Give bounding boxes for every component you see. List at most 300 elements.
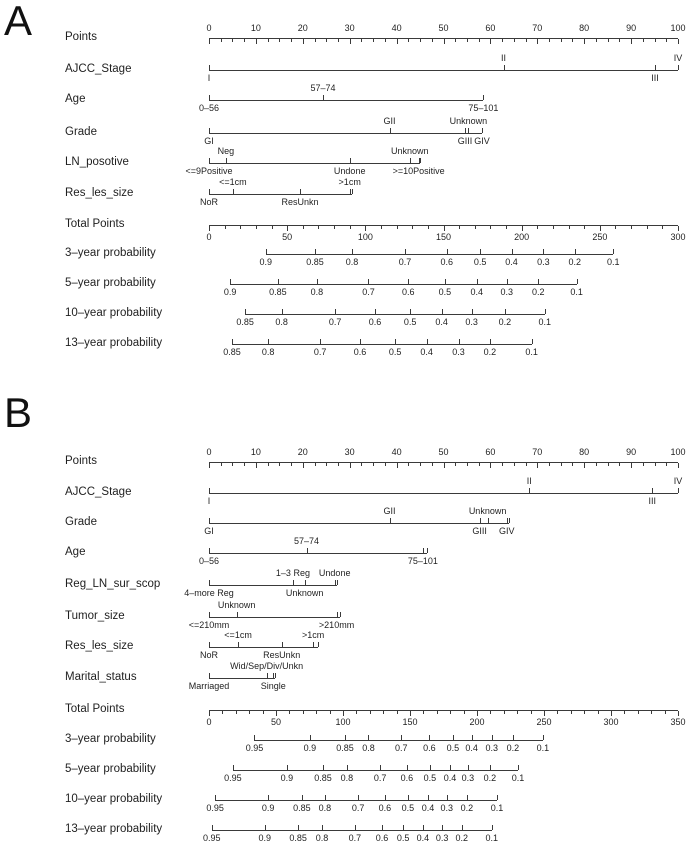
scale-end-tick-a-res-les-size (352, 189, 353, 194)
tick-label-b-reg-ln-sur-scop-undone: Undone (318, 568, 351, 578)
axis-minor-tick-b-points (420, 463, 421, 466)
tick-label-a-res-les-size-resunkn: ResUnkn (281, 197, 319, 207)
axis-minor-tick-b-total-points (651, 711, 652, 714)
axis-minor-tick-b-points (373, 463, 374, 466)
scale-tick-b-5-year-probability-0-3 (468, 765, 469, 770)
axis-minor-tick-a-total-points (459, 226, 460, 229)
scale-tick-a-10-year-probability-0-5 (410, 309, 411, 314)
axis-minor-tick-a-points (279, 39, 280, 42)
scale-tick-a-res-les-size-nor (209, 189, 210, 194)
scale-line-a-10-year-probability (245, 314, 545, 315)
row-label-b-reg-ln-sur-scop: Reg_LN_sur_scop (65, 578, 161, 590)
scale-tick-a-13-year-probability-0-1 (532, 339, 533, 344)
tick-label-a-10-year-probability-0-3: 0.3 (465, 317, 478, 327)
axis-major-tick-b-points (397, 463, 398, 468)
axis-minor-tick-a-points (432, 39, 433, 42)
scale-tick-a-ln-posotive-unknown (410, 158, 411, 163)
scale-tick-a-10-year-probability-0-3 (472, 309, 473, 314)
scale-tick-a-3-year-probability-0-5 (480, 249, 481, 254)
axis-tick-label-a-points: 20 (297, 23, 308, 33)
scale-tick-b-13-year-probability-0-3 (442, 825, 443, 830)
scale-tick-a-13-year-probability-0-2 (490, 339, 491, 344)
tick-label-a-13-year-probability-0-85: 0.85 (223, 347, 241, 357)
tick-label-a-ln-posotive-neg: Neg (217, 146, 235, 156)
tick-label-a-ajcc-stage-i: I (207, 73, 211, 83)
scale-tick-b-13-year-probability-0-8 (322, 825, 323, 830)
scale-tick-b-age-75-101 (423, 548, 424, 553)
axis-major-tick-a-total-points (522, 226, 523, 231)
axis-major-tick-b-total-points (544, 711, 545, 716)
scale-tick-a-ln-posotive-undone (350, 158, 351, 163)
tick-label-a-grade-giv: GIV (474, 136, 490, 146)
axis-minor-tick-b-total-points (490, 711, 491, 714)
tick-label-a-ln-posotive-9positive: <=9Positive (185, 166, 233, 176)
axis-major-tick-a-points (631, 39, 632, 44)
axis-minor-tick-a-total-points (569, 226, 570, 229)
panel-letter-b: B (4, 389, 33, 436)
tick-label-a-ajcc-stage-iv: IV (673, 53, 683, 63)
scale-tick-a-ajcc-stage-ii (504, 65, 505, 70)
axis-major-tick-a-points (256, 39, 257, 44)
row-label-a-grade: Grade (65, 126, 97, 138)
scale-tick-a-age-75-101 (483, 95, 484, 100)
tick-label-b-3-year-probability-0-6: 0.6 (423, 743, 436, 753)
axis-minor-tick-a-points (373, 39, 374, 42)
scale-line-b-13-year-probability (212, 830, 492, 831)
tick-label-b-13-year-probability-0-6: 0.6 (375, 833, 389, 843)
tick-label-b-10-year-probability-0-2: 0.2 (460, 803, 474, 813)
axis-major-tick-a-points (444, 39, 445, 44)
scale-tick-b-5-year-probability-0-85 (323, 765, 324, 770)
tick-label-a-13-year-probability-0-4: 0.4 (420, 347, 433, 357)
axis-minor-tick-b-total-points (316, 711, 317, 714)
tick-label-b-reg-ln-sur-scop-1-3-reg: 1–3 Reg (275, 568, 310, 578)
tick-label-a-3-year-probability-0-85: 0.85 (306, 257, 324, 267)
tick-label-b-5-year-probability-0-95: 0.95 (224, 773, 242, 783)
scale-tick-b-10-year-probability-0-5 (408, 795, 409, 800)
axis-minor-tick-a-points (315, 39, 316, 42)
scale-tick-a-age-57-74 (323, 95, 324, 100)
tick-label-a-3-year-probability-0-4: 0.4 (505, 257, 518, 267)
scale-tick-b-13-year-probability-0-6 (382, 825, 383, 830)
row-label-b-total-points: Total Points (65, 703, 125, 715)
tick-label-a-13-year-probability-0-8: 0.8 (261, 347, 275, 357)
row-label-b-ajcc-stage: AJCC_Stage (65, 486, 132, 498)
tick-label-a-13-year-probability-0-1: 0.1 (525, 347, 538, 357)
axis-minor-tick-b-total-points (437, 711, 438, 714)
axis-minor-tick-a-total-points (475, 226, 476, 229)
axis-minor-tick-b-total-points (370, 711, 371, 714)
scale-tick-a-13-year-probability-0-4 (427, 339, 428, 344)
scale-tick-a-ajcc-stage-i (209, 65, 210, 70)
scale-end-tick-b-age (427, 548, 428, 553)
axis-tick-label-b-points: 20 (297, 447, 308, 457)
scale-tick-a-ln-posotive-10positive (419, 158, 420, 163)
axis-major-tick-a-total-points (287, 226, 288, 231)
scale-line-a-13-year-probability (232, 344, 532, 345)
axis-minor-tick-b-points (455, 463, 456, 466)
axis-major-tick-b-total-points (611, 711, 612, 716)
axis-line-b-total-points (209, 710, 678, 711)
scale-tick-b-grade-unknown (488, 518, 489, 523)
tick-label-a-5-year-probability-0-2: 0.2 (531, 287, 545, 297)
tick-label-b-10-year-probability-0-7: 0.7 (351, 803, 365, 813)
row-label-a-ln-posotive: LN_posotive (65, 156, 129, 168)
axis-minor-tick-a-points (420, 39, 421, 42)
tick-label-a-13-year-probability-0-6: 0.6 (353, 347, 367, 357)
scale-tick-a-grade-gi (209, 128, 210, 133)
scale-tick-b-10-year-probability-0-1 (497, 795, 498, 800)
scale-line-b-ajcc-stage (209, 493, 678, 494)
axis-minor-tick-a-total-points (428, 226, 429, 229)
scale-line-a-grade (209, 133, 482, 134)
axis-minor-tick-a-points (643, 39, 644, 42)
axis-tick-label-a-total-points: 100 (357, 232, 373, 242)
row-label-b-10-year-probability: 10–year probability (65, 793, 163, 805)
axis-minor-tick-b-total-points (598, 711, 599, 714)
axis-minor-tick-a-total-points (490, 226, 491, 229)
axis-minor-tick-b-points (279, 463, 280, 466)
axis-major-tick-b-points (444, 463, 445, 468)
row-label-b-age: Age (65, 546, 86, 558)
axis-minor-tick-a-total-points (318, 226, 319, 229)
tick-label-b-res-les-size-1cm: >1cm (301, 630, 325, 640)
axis-minor-tick-b-total-points (517, 711, 518, 714)
scale-tick-a-3-year-probability-0-6 (447, 249, 448, 254)
tick-label-a-5-year-probability-0-9: 0.9 (223, 287, 237, 297)
tick-label-a-3-year-probability-0-3: 0.3 (537, 257, 550, 267)
axis-minor-tick-a-points (608, 39, 609, 42)
scale-line-a-ajcc-stage (209, 70, 678, 71)
axis-minor-tick-b-total-points (665, 711, 666, 714)
scale-tick-b-13-year-probability-0-7 (355, 825, 356, 830)
scale-tick-b-ajcc-stage-ii (529, 488, 530, 493)
axis-minor-tick-b-points (666, 463, 667, 466)
axis-tick-label-a-total-points: 200 (514, 232, 530, 242)
scale-tick-b-10-year-probability-0-8 (325, 795, 326, 800)
axis-minor-tick-a-points (514, 39, 515, 42)
scale-tick-a-13-year-probability-0-85 (232, 339, 233, 344)
scale-tick-a-grade-giv (482, 128, 483, 133)
axis-minor-tick-a-total-points (334, 226, 335, 229)
scale-tick-b-5-year-probability-0-8 (347, 765, 348, 770)
scale-tick-a-3-year-probability-0-4 (512, 249, 513, 254)
tick-label-a-age-57-74: 57–74 (310, 83, 336, 93)
tick-label-b-5-year-probability-0-3: 0.3 (461, 773, 475, 783)
axis-minor-tick-b-total-points (356, 711, 357, 714)
tick-label-b-age-75-101: 75–101 (407, 556, 438, 566)
scale-tick-a-5-year-probability-0-6 (408, 279, 409, 284)
scale-line-b-grade (209, 523, 509, 524)
scale-tick-a-5-year-probability-0-8 (317, 279, 318, 284)
scale-tick-b-3-year-probability-0-9 (310, 735, 311, 740)
scale-tick-b-res-les-size-1cm (313, 642, 314, 647)
tick-label-a-res-les-size-1cm: <=1cm (219, 177, 247, 187)
row-label-a-5-year-probability: 5–year probability (65, 277, 156, 289)
tick-label-a-10-year-probability-0-2: 0.2 (498, 317, 512, 327)
axis-minor-tick-a-points (502, 39, 503, 42)
row-label-a-10-year-probability: 10–year probability (65, 307, 163, 319)
axis-minor-tick-b-total-points (330, 711, 331, 714)
axis-minor-tick-b-points (315, 463, 316, 466)
axis-major-tick-b-points (678, 463, 679, 468)
scale-tick-b-10-year-probability-0-7 (358, 795, 359, 800)
tick-label-b-10-year-probability-0-8: 0.8 (318, 803, 332, 813)
axis-minor-tick-b-points (596, 463, 597, 466)
tick-label-b-3-year-probability-0-1: 0.1 (536, 743, 550, 753)
axis-tick-label-b-points: 40 (391, 447, 402, 457)
scale-line-b-res-les-size (209, 647, 318, 648)
scale-tick-b-10-year-probability-0-95 (215, 795, 216, 800)
tick-label-b-10-year-probability-0-3: 0.3 (440, 803, 454, 813)
scale-tick-a-3-year-probability-0-8 (352, 249, 353, 254)
scale-tick-b-reg-ln-sur-scop-unknown (305, 580, 306, 585)
scale-tick-b-10-year-probability-0-2 (467, 795, 468, 800)
scale-tick-b-res-les-size-1cm (238, 642, 239, 647)
axis-minor-tick-a-total-points (662, 226, 663, 229)
scale-tick-a-5-year-probability-0-2 (538, 279, 539, 284)
tick-label-b-13-year-probability-0-4: 0.4 (416, 833, 430, 843)
tick-label-a-ln-posotive-undone: Undone (333, 166, 366, 176)
scale-tick-b-3-year-probability-0-8 (368, 735, 369, 740)
axis-tick-label-b-total-points: 200 (469, 717, 485, 727)
scale-tick-b-3-year-probability-0-4 (472, 735, 473, 740)
scale-tick-b-grade-gii (390, 518, 391, 523)
tick-label-b-grade-unknown: Unknown (468, 506, 507, 516)
axis-minor-tick-b-points (608, 463, 609, 466)
tick-label-b-5-year-probability-0-1: 0.1 (511, 773, 525, 783)
axis-minor-tick-a-total-points (272, 226, 273, 229)
axis-minor-tick-b-points (655, 463, 656, 466)
tick-label-b-13-year-probability-0-5: 0.5 (396, 833, 410, 843)
scale-tick-a-grade-gii (390, 128, 391, 133)
axis-minor-tick-b-total-points (624, 711, 625, 714)
scale-tick-b-3-year-probability-0-6 (429, 735, 430, 740)
tick-label-a-grade-gii: GII (383, 116, 396, 126)
row-label-a-13-year-probability: 13–year probability (65, 337, 163, 349)
axis-minor-tick-a-total-points (381, 226, 382, 229)
tick-label-b-reg-ln-sur-scop-unknown: Unknown (285, 588, 324, 598)
tick-label-a-10-year-probability-0-5: 0.5 (403, 317, 417, 327)
scale-tick-a-grade-giii (465, 128, 466, 133)
scale-tick-a-age-0-56 (209, 95, 210, 100)
tick-label-a-5-year-probability-0-8: 0.8 (310, 287, 324, 297)
axis-major-tick-a-points (537, 39, 538, 44)
axis-minor-tick-a-points (244, 39, 245, 42)
axis-tick-label-a-points: 50 (438, 23, 449, 33)
axis-minor-tick-b-total-points (236, 711, 237, 714)
axis-minor-tick-b-points (561, 463, 562, 466)
scale-tick-a-13-year-probability-0-5 (395, 339, 396, 344)
tick-label-b-13-year-probability-0-2: 0.2 (455, 833, 469, 843)
scale-tick-b-reg-ln-sur-scop-undone (335, 580, 336, 585)
tick-label-a-grade-giii: GIII (457, 136, 473, 146)
tick-label-a-13-year-probability-0-3: 0.3 (452, 347, 465, 357)
scale-end-tick-b-tumor-size (340, 612, 341, 617)
axis-major-tick-b-points (490, 463, 491, 468)
tick-label-a-3-year-probability-0-6: 0.6 (440, 257, 454, 267)
axis-major-tick-b-points (350, 463, 351, 468)
axis-minor-tick-a-points (385, 39, 386, 42)
tick-label-a-5-year-probability-0-6: 0.6 (402, 287, 415, 297)
scale-tick-a-res-les-size-1cm (350, 189, 351, 194)
scale-tick-b-res-les-size-resunkn (282, 642, 283, 647)
axis-tick-label-a-total-points: 0 (206, 232, 212, 242)
axis-tick-label-b-points: 100 (670, 447, 686, 457)
scale-tick-b-marital-status-single (273, 673, 274, 678)
scale-tick-a-grade-unknown (468, 128, 469, 133)
axis-major-tick-a-total-points (209, 226, 210, 231)
axis-minor-tick-a-points (221, 39, 222, 42)
axis-tick-label-a-points: 80 (579, 23, 590, 33)
scale-tick-a-3-year-probability-0-9 (266, 249, 267, 254)
tick-label-a-13-year-probability-0-2: 0.2 (483, 347, 497, 357)
scale-tick-a-13-year-probability-0-7 (320, 339, 321, 344)
axis-minor-tick-b-total-points (504, 711, 505, 714)
tick-label-a-age-75-101: 75–101 (468, 103, 499, 113)
tick-label-a-3-year-probability-0-8: 0.8 (345, 257, 359, 267)
axis-minor-tick-b-points (326, 463, 327, 466)
axis-tick-label-b-total-points: 300 (603, 717, 619, 727)
axis-major-tick-b-points (537, 463, 538, 468)
scale-tick-b-5-year-probability-0-95 (233, 765, 234, 770)
scale-tick-a-3-year-probability-0-2 (575, 249, 576, 254)
scale-tick-a-ln-posotive-neg (226, 158, 227, 163)
tick-label-b-13-year-probability-0-8: 0.8 (315, 833, 329, 843)
tick-label-a-13-year-probability-0-7: 0.7 (313, 347, 327, 357)
row-label-b-grade: Grade (65, 516, 97, 528)
axis-tick-label-a-total-points: 150 (435, 232, 452, 242)
axis-minor-tick-a-points (561, 39, 562, 42)
axis-minor-tick-b-points (526, 463, 527, 466)
tick-label-b-ajcc-stage-ii: II (526, 476, 532, 486)
axis-minor-tick-a-total-points (240, 226, 241, 229)
tick-label-a-ajcc-stage-ii: II (501, 53, 507, 63)
axis-major-tick-a-points (209, 39, 210, 44)
scale-tick-a-5-year-probability-0-7 (368, 279, 369, 284)
scale-tick-b-tumor-size-210mm (337, 612, 338, 617)
tick-label-b-5-year-probability-0-85: 0.85 (314, 773, 332, 783)
axis-tick-label-b-points: 70 (532, 447, 543, 457)
axis-minor-tick-b-points (291, 463, 292, 466)
scale-line-b-3-year-probability (254, 740, 542, 741)
scale-tick-b-3-year-probability-0-7 (401, 735, 402, 740)
axis-major-tick-a-points (490, 39, 491, 44)
axis-tick-label-b-points: 30 (344, 447, 355, 457)
tick-label-b-age-0-56: 0–56 (198, 556, 220, 566)
axis-major-tick-b-points (209, 463, 210, 468)
axis-minor-tick-a-points (572, 39, 573, 42)
axis-minor-tick-b-total-points (531, 711, 532, 714)
axis-minor-tick-a-points (338, 39, 339, 42)
axis-minor-tick-b-total-points (557, 711, 558, 714)
axis-tick-label-b-total-points: 150 (402, 717, 418, 727)
tick-label-b-10-year-probability-0-9: 0.9 (261, 803, 275, 813)
axis-minor-tick-a-points (268, 39, 269, 42)
row-label-a-total-points: Total Points (65, 218, 125, 230)
scale-tick-a-3-year-probability-0-3 (543, 249, 544, 254)
axis-minor-tick-b-total-points (249, 711, 250, 714)
row-label-b-3-year-probability: 3–year probability (65, 733, 156, 745)
tick-label-a-13-year-probability-0-5: 0.5 (388, 347, 402, 357)
axis-major-tick-a-points (678, 39, 679, 44)
scale-tick-b-tumor-size-unknown (237, 612, 238, 617)
scale-tick-b-10-year-probability-0-85 (302, 795, 303, 800)
scale-tick-a-13-year-probability-0-3 (459, 339, 460, 344)
scale-tick-b-5-year-probability-0-4 (450, 765, 451, 770)
scale-tick-b-marital-status-marriaged (209, 673, 210, 678)
tick-label-b-res-les-size-1cm: <=1cm (224, 630, 252, 640)
scale-tick-a-10-year-probability-0-2 (505, 309, 506, 314)
row-label-a-ajcc-stage: AJCC_Stage (65, 63, 132, 75)
axis-minor-tick-b-total-points (464, 711, 465, 714)
scale-tick-b-3-year-probability-0-85 (345, 735, 346, 740)
axis-tick-label-a-total-points: 300 (670, 232, 686, 242)
row-label-b-points: Points (65, 455, 97, 467)
scale-tick-a-5-year-probability-0-9 (230, 279, 231, 284)
tick-label-a-ln-posotive-10positive: >=10Positive (392, 166, 445, 176)
scale-tick-b-13-year-probability-0-5 (403, 825, 404, 830)
axis-major-tick-a-points (303, 39, 304, 44)
axis-minor-tick-a-total-points (631, 226, 632, 229)
axis-minor-tick-b-points (502, 463, 503, 466)
axis-minor-tick-a-points (596, 39, 597, 42)
scale-tick-b-5-year-probability-0-6 (407, 765, 408, 770)
scale-line-a-res-les-size (209, 194, 352, 195)
axis-minor-tick-b-points (385, 463, 386, 466)
tick-label-b-5-year-probability-0-4: 0.4 (443, 773, 457, 783)
scale-tick-a-3-year-probability-0-1 (613, 249, 614, 254)
row-label-a-3-year-probability: 3–year probability (65, 247, 156, 259)
tick-label-a-res-les-size-1cm: >1cm (338, 177, 361, 187)
scale-tick-b-13-year-probability-0-85 (298, 825, 299, 830)
axis-minor-tick-b-total-points (571, 711, 572, 714)
tick-label-b-tumor-size-210mm: <=210mm (188, 620, 230, 630)
tick-label-a-3-year-probability-0-2: 0.2 (568, 257, 582, 267)
scale-tick-b-marital-status-wid-sep-div-unkn (267, 673, 268, 678)
scale-tick-a-3-year-probability-0-85 (315, 249, 316, 254)
scale-end-tick-b-res-les-size (318, 642, 319, 647)
axis-minor-tick-a-points (232, 39, 233, 42)
scale-line-b-5-year-probability (233, 770, 518, 771)
scale-tick-b-res-les-size-nor (209, 642, 210, 647)
scale-tick-b-3-year-probability-0-1 (543, 735, 544, 740)
axis-minor-tick-a-points (467, 39, 468, 42)
tick-label-b-13-year-probability-0-7: 0.7 (348, 833, 362, 843)
axis-tick-label-a-points: 30 (344, 23, 355, 33)
axis-minor-tick-a-total-points (647, 226, 648, 229)
scale-tick-a-10-year-probability-0-7 (335, 309, 336, 314)
scale-tick-a-5-year-probability-0-1 (577, 279, 578, 284)
tick-label-b-3-year-probability-0-95: 0.95 (245, 743, 264, 753)
tick-label-a-10-year-probability-0-6: 0.6 (368, 317, 382, 327)
tick-label-b-5-year-probability-0-9: 0.9 (280, 773, 294, 783)
tick-label-b-3-year-probability-0-5: 0.5 (446, 743, 460, 753)
scale-line-a-ln-posotive (209, 163, 420, 164)
axis-tick-label-a-points: 100 (670, 23, 686, 33)
axis-tick-label-b-points: 90 (626, 447, 637, 457)
scale-line-b-reg-ln-sur-scop (209, 585, 337, 586)
scale-line-a-5-year-probability (230, 284, 577, 285)
row-label-a-age: Age (65, 93, 86, 105)
scale-tick-a-10-year-probability-0-8 (282, 309, 283, 314)
tick-label-b-5-year-probability-0-6: 0.6 (400, 773, 414, 783)
axis-minor-tick-a-points (549, 39, 550, 42)
axis-major-tick-a-total-points (678, 226, 679, 231)
axis-tick-label-a-points: 60 (485, 23, 496, 33)
tick-label-a-grade-gi: GI (204, 136, 214, 146)
scale-end-tick-b-marital-status (275, 673, 276, 678)
